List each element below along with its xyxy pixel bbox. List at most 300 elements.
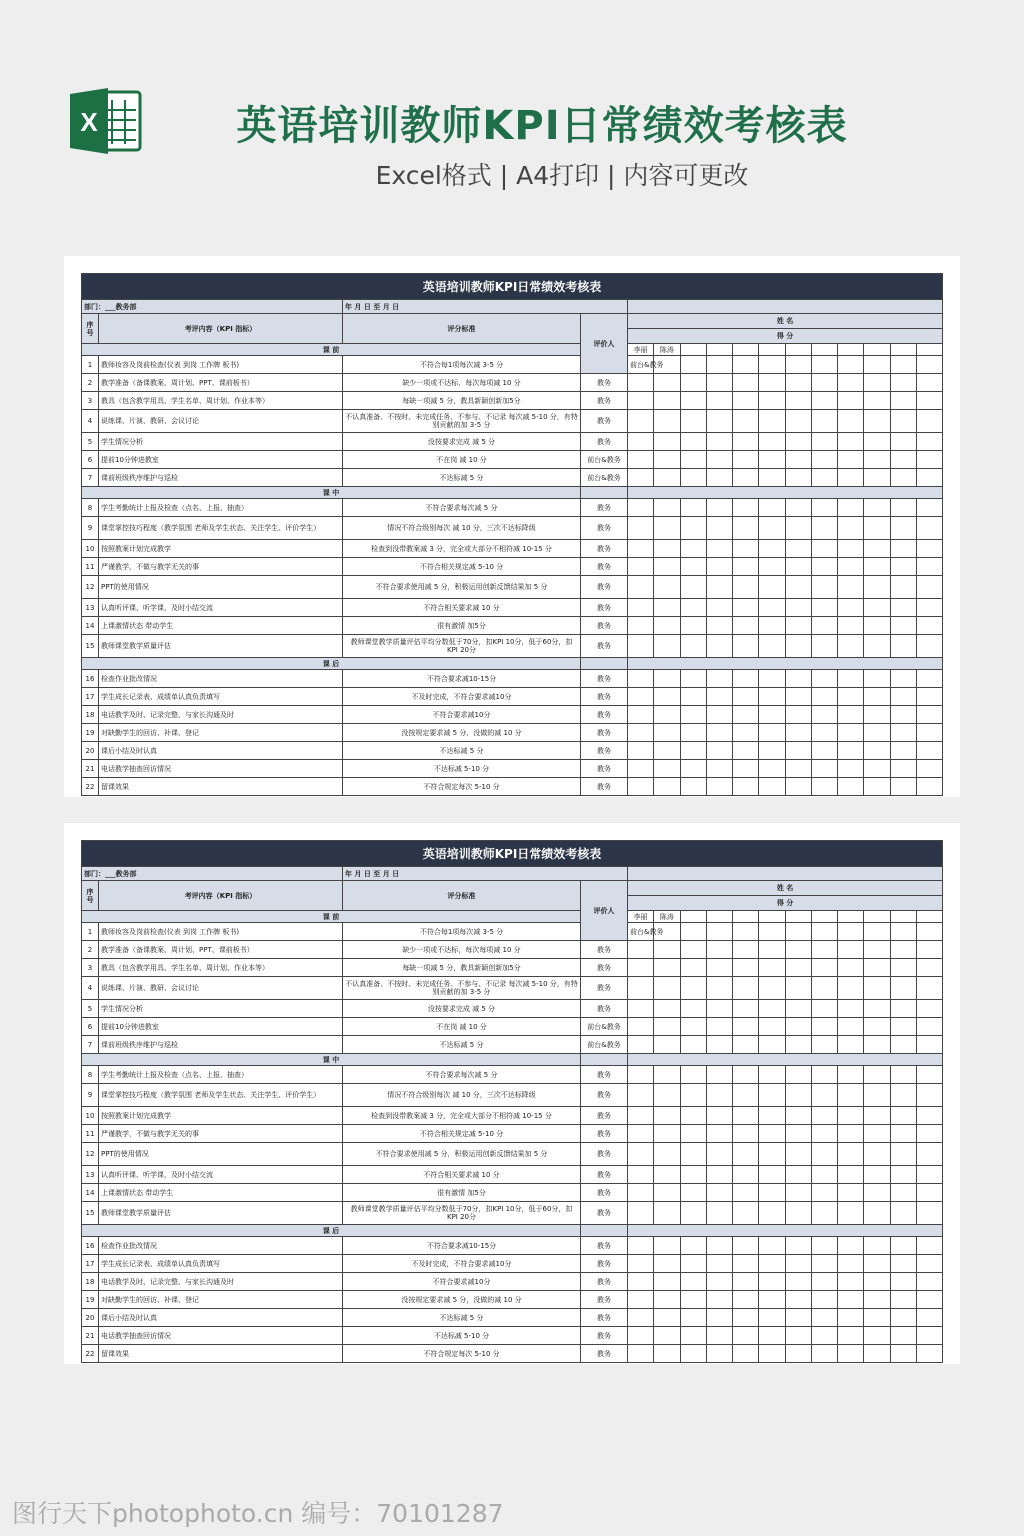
score-cell [733, 1255, 759, 1273]
kpi-standard: 不认真准备、不按时、未完成任务、不参与、不记录 每次减 5-10 分，有特别贡献的加 3-5 分 [343, 410, 581, 433]
score-cell [706, 517, 732, 540]
table-row [82, 941, 943, 959]
score-cell [811, 760, 837, 778]
employee-name [759, 911, 785, 923]
table-cell [628, 300, 943, 314]
evaluator: 教务 [581, 392, 628, 410]
score-cell [680, 517, 706, 540]
evaluator: 教务 [581, 1202, 628, 1225]
page-subtitle: Excel格式 | A4打印 | 内容可更改 [375, 161, 749, 190]
score-cell [890, 1202, 916, 1225]
score-cell [628, 576, 654, 599]
section-label: 课 中 [82, 487, 581, 499]
score-cell [706, 1327, 732, 1345]
score-cell [628, 617, 654, 635]
kpi-table [81, 840, 943, 1363]
kpi-content: 留课效果 [99, 778, 343, 796]
row-number: 21 [82, 1327, 99, 1345]
score-cell [864, 670, 890, 688]
score-cell [706, 1036, 732, 1054]
score-cell [785, 433, 811, 451]
table-row [82, 410, 943, 433]
score-cell [864, 1125, 890, 1143]
score-cell [864, 760, 890, 778]
score-cell [733, 599, 759, 617]
score-cell [733, 1125, 759, 1143]
score-cell [890, 1273, 916, 1291]
score-cell [759, 959, 785, 977]
row-number: 22 [82, 1345, 99, 1363]
table-row [82, 1018, 943, 1036]
kpi-content: 按照教案计划完成教学 [99, 540, 343, 558]
score-cell [733, 1202, 759, 1225]
score-cell [838, 433, 864, 451]
table-row [82, 977, 943, 1000]
score-cell [811, 724, 837, 742]
score-cell [785, 558, 811, 576]
kpi-standard: 缺少一项或不达标，每次每项减 10 分 [343, 941, 581, 959]
score-cell [706, 635, 732, 658]
score-cell [785, 1036, 811, 1054]
col-header-evaluator: 评价人 [581, 314, 628, 374]
kpi-standard: 不符合要求减10-15分 [343, 1237, 581, 1255]
kpi-standard: 不达标减 5-10 分 [343, 760, 581, 778]
score-cell [864, 1273, 890, 1291]
score-cell [785, 1018, 811, 1036]
kpi-standard: 没按规定要求减 5 分，没做的减 10 分 [343, 724, 581, 742]
kpi-standard: 不符合要求每次减 5 分 [343, 499, 581, 517]
score-cell [811, 1202, 837, 1225]
score-cell [654, 941, 680, 959]
kpi-content: 对缺勤学生的回访、补课、登记 [99, 1291, 343, 1309]
score-cell [628, 1125, 654, 1143]
score-cell [706, 1291, 732, 1309]
evaluator: 教务 [581, 688, 628, 706]
score-cell [759, 1202, 785, 1225]
kpi-content: 按照教案计划完成教学 [99, 1107, 343, 1125]
score-cell [916, 1255, 942, 1273]
table-row [82, 469, 943, 487]
employee-name [916, 344, 942, 356]
score-cell [811, 1327, 837, 1345]
score-cell [628, 1166, 654, 1184]
score-cell [759, 1237, 785, 1255]
score-cell [706, 374, 732, 392]
score-cell [706, 1125, 732, 1143]
score-cell [916, 688, 942, 706]
score-cell [706, 1018, 732, 1036]
kpi-standard: 情况不符合级别每次 减 10 分，三次不达标降级 [343, 1084, 581, 1107]
score-cell [654, 760, 680, 778]
evaluator: 前台&教务 [628, 356, 654, 374]
score-cell [759, 1084, 785, 1107]
score-cell [811, 1184, 837, 1202]
score-cell [916, 392, 942, 410]
row-number: 3 [82, 959, 99, 977]
score-cell [680, 706, 706, 724]
score-cell [838, 959, 864, 977]
score-cell [785, 742, 811, 760]
evaluator: 教务 [581, 1255, 628, 1273]
score-cell [654, 1237, 680, 1255]
row-number: 2 [82, 941, 99, 959]
score-cell [680, 923, 706, 941]
employee-name [890, 911, 916, 923]
score-cell [680, 1309, 706, 1327]
table-cell [581, 1225, 628, 1237]
score-cell [654, 1018, 680, 1036]
col-header-standard: 评分标准 [343, 881, 581, 911]
score-cell [864, 959, 890, 977]
score-cell [680, 451, 706, 469]
score-cell [628, 688, 654, 706]
score-cell [733, 356, 759, 374]
score-cell [680, 1125, 706, 1143]
score-cell [838, 1184, 864, 1202]
score-cell [759, 374, 785, 392]
score-cell [628, 1000, 654, 1018]
row-number: 17 [82, 1255, 99, 1273]
table-cell [628, 867, 943, 881]
score-cell [890, 1036, 916, 1054]
score-cell [838, 1345, 864, 1363]
row-number: 20 [82, 742, 99, 760]
score-cell [864, 499, 890, 517]
score-cell [733, 576, 759, 599]
score-cell [785, 1125, 811, 1143]
kpi-content: 提前10分钟进教室 [99, 1018, 343, 1036]
score-cell [811, 540, 837, 558]
score-cell [916, 706, 942, 724]
score-cell [916, 558, 942, 576]
score-cell [706, 433, 732, 451]
score-cell [864, 1000, 890, 1018]
score-cell [916, 778, 942, 796]
score-cell [864, 1166, 890, 1184]
score-cell [811, 617, 837, 635]
score-cell [811, 1273, 837, 1291]
score-cell [680, 1255, 706, 1273]
table-row [82, 617, 943, 635]
evaluator: 教务 [581, 617, 628, 635]
section-label: 课 中 [82, 1054, 581, 1066]
score-cell [706, 576, 732, 599]
score-cell [916, 517, 942, 540]
kpi-content: PPT的使用情况 [99, 1143, 343, 1166]
score-cell [759, 1107, 785, 1125]
employee-name [785, 344, 811, 356]
score-cell [733, 977, 759, 1000]
kpi-content: 教师课堂教学质量评估 [99, 635, 343, 658]
kpi-standard: 不在岗 减 10 分 [343, 451, 581, 469]
evaluator: 教务 [581, 1143, 628, 1166]
score-cell [890, 778, 916, 796]
score-cell [680, 941, 706, 959]
kpi-content: 学生成长记录表、成绩单认真负责填写 [99, 688, 343, 706]
score-cell [628, 558, 654, 576]
col-header-evaluator: 评价人 [581, 881, 628, 941]
kpi-content: 严谨教学，不做与教学无关的事 [99, 558, 343, 576]
score-cell [916, 599, 942, 617]
kpi-content: 留课效果 [99, 1345, 343, 1363]
score-cell [785, 356, 811, 374]
employee-name [785, 911, 811, 923]
score-cell [680, 1000, 706, 1018]
employee-name [706, 911, 732, 923]
score-cell [785, 1309, 811, 1327]
score-cell [680, 356, 706, 374]
score-cell [759, 688, 785, 706]
table-row [82, 1143, 943, 1166]
score-cell [733, 392, 759, 410]
row-number: 20 [82, 1309, 99, 1327]
table-row [82, 670, 943, 688]
score-cell [733, 1237, 759, 1255]
score-cell [654, 1309, 680, 1327]
score-cell [838, 1291, 864, 1309]
score-cell [864, 941, 890, 959]
score-cell [864, 1036, 890, 1054]
score-cell [628, 1345, 654, 1363]
employee-name [733, 344, 759, 356]
score-cell [785, 706, 811, 724]
score-cell [759, 576, 785, 599]
score-cell [838, 1018, 864, 1036]
score-cell [759, 670, 785, 688]
score-cell [916, 1184, 942, 1202]
table-row [82, 1036, 943, 1054]
score-cell [706, 1202, 732, 1225]
score-cell [811, 469, 837, 487]
kpi-content: 课前班级秩序维护与巡检 [99, 469, 343, 487]
score-cell [785, 1066, 811, 1084]
score-cell [785, 1327, 811, 1345]
employee-name [706, 344, 732, 356]
table-row [82, 724, 943, 742]
row-number: 2 [82, 374, 99, 392]
kpi-content: 课堂掌控技巧程度（教学氛围 老师及学生状态、关注学生、评价学生） [99, 1084, 343, 1107]
score-cell [706, 1143, 732, 1166]
score-cell [838, 576, 864, 599]
score-cell [864, 1143, 890, 1166]
employee-name [680, 344, 706, 356]
score-cell [680, 1345, 706, 1363]
score-cell [680, 1066, 706, 1084]
score-cell [864, 1309, 890, 1327]
row-number: 17 [82, 688, 99, 706]
score-cell [654, 724, 680, 742]
kpi-content: 电话教学抽查回访情况 [99, 760, 343, 778]
score-cell [916, 1000, 942, 1018]
score-cell [733, 1066, 759, 1084]
score-cell [864, 1066, 890, 1084]
score-cell [811, 517, 837, 540]
table-row [82, 558, 943, 576]
table-row [82, 499, 943, 517]
sheet-preview-1 [64, 256, 960, 797]
section-label: 课 前 [82, 344, 581, 356]
score-cell [706, 742, 732, 760]
score-cell [811, 1018, 837, 1036]
score-cell [680, 599, 706, 617]
score-cell [706, 499, 732, 517]
score-cell [785, 670, 811, 688]
score-cell [890, 1309, 916, 1327]
col-header-content: 考评内容（KPI 指标） [99, 314, 343, 344]
score-cell [864, 1255, 890, 1273]
score-cell [733, 635, 759, 658]
kpi-standard: 不符合要求减10-15分 [343, 670, 581, 688]
score-cell [916, 356, 942, 374]
score-cell [706, 1000, 732, 1018]
score-cell [759, 760, 785, 778]
score-cell [759, 540, 785, 558]
evaluator: 教务 [581, 410, 628, 433]
kpi-standard: 没按要求完成 减 5 分 [343, 433, 581, 451]
evaluator: 教务 [581, 1066, 628, 1084]
score-cell [811, 356, 837, 374]
score-cell [811, 742, 837, 760]
evaluator: 教务 [581, 1084, 628, 1107]
table-cell [581, 658, 628, 670]
evaluator: 教务 [581, 1107, 628, 1125]
score-cell [916, 1309, 942, 1327]
employee-name: 李丽 [628, 344, 654, 356]
score-cell [733, 688, 759, 706]
score-cell [811, 558, 837, 576]
table-cell [581, 487, 628, 499]
score-cell [628, 1202, 654, 1225]
kpi-content: 认真听评课、听学课，及时小结交流 [99, 1166, 343, 1184]
table-row [82, 1255, 943, 1273]
score-cell [706, 1166, 732, 1184]
score-cell [654, 977, 680, 1000]
score-cell [706, 959, 732, 977]
score-cell [864, 433, 890, 451]
kpi-content: 学生情况分析 [99, 433, 343, 451]
score-cell [759, 778, 785, 796]
score-cell [680, 374, 706, 392]
score-cell [733, 517, 759, 540]
kpi-standard: 不符合规定每次 5-10 分 [343, 1345, 581, 1363]
score-cell [811, 1345, 837, 1363]
score-cell [811, 451, 837, 469]
kpi-content: 学生情况分析 [99, 1000, 343, 1018]
employee-name [890, 344, 916, 356]
score-cell [654, 1107, 680, 1125]
score-cell [811, 706, 837, 724]
employee-name: 陈涛 [654, 911, 680, 923]
row-number: 11 [82, 1125, 99, 1143]
score-cell [680, 1237, 706, 1255]
score-cell [759, 1000, 785, 1018]
col-header-content: 考评内容（KPI 指标） [99, 881, 343, 911]
score-cell [864, 1018, 890, 1036]
kpi-content: 教学准备（备课教案、周计划、PPT、课前板书） [99, 374, 343, 392]
score-cell [916, 1036, 942, 1054]
row-number: 6 [82, 451, 99, 469]
row-number: 18 [82, 1273, 99, 1291]
kpi-content: 学生考勤统计上报及检查（点名、上报、抽查） [99, 499, 343, 517]
score-cell [838, 599, 864, 617]
evaluator: 教务 [581, 1166, 628, 1184]
score-cell [838, 1036, 864, 1054]
score-cell [838, 724, 864, 742]
score-cell [864, 1084, 890, 1107]
score-cell [916, 1084, 942, 1107]
table-row [82, 517, 943, 540]
kpi-content: 学生成长记录表、成绩单认真负责填写 [99, 1255, 343, 1273]
score-cell [628, 1327, 654, 1345]
col-header-seq: 序号 [82, 881, 99, 911]
kpi-content: 学生考勤统计上报及检查（点名、上报、抽查） [99, 1066, 343, 1084]
kpi-standard: 不达标减 5 分 [343, 742, 581, 760]
score-cell [680, 1084, 706, 1107]
score-cell [628, 706, 654, 724]
score-cell [838, 374, 864, 392]
employee-name [811, 911, 837, 923]
evaluator: 教务 [581, 977, 628, 1000]
score-cell [628, 469, 654, 487]
row-number: 21 [82, 760, 99, 778]
score-cell [733, 670, 759, 688]
score-cell [654, 742, 680, 760]
score-cell [654, 670, 680, 688]
score-cell [733, 617, 759, 635]
date-range-label: 年 月 日 至 月 日 [343, 867, 628, 881]
score-cell [864, 778, 890, 796]
score-cell [654, 1084, 680, 1107]
score-cell [811, 410, 837, 433]
kpi-standard: 不达标减 5 分 [343, 469, 581, 487]
score-cell [811, 1255, 837, 1273]
score-cell [654, 1345, 680, 1363]
table-row [82, 356, 943, 374]
table-row [82, 1000, 943, 1018]
score-cell [759, 1309, 785, 1327]
score-cell [864, 410, 890, 433]
score-cell [890, 1166, 916, 1184]
score-cell [680, 724, 706, 742]
score-cell [916, 760, 942, 778]
score-cell [838, 923, 864, 941]
kpi-standard: 每缺一项减 5 分，教具新颖创新加5分 [343, 392, 581, 410]
kpi-content: 教师妆容及岗前检查(仪表 到岗 工作牌 板书) [99, 356, 343, 374]
score-cell [785, 1345, 811, 1363]
score-cell [680, 742, 706, 760]
evaluator: 教务 [581, 706, 628, 724]
row-number: 16 [82, 670, 99, 688]
score-cell [811, 1309, 837, 1327]
row-number: 19 [82, 724, 99, 742]
score-cell [706, 410, 732, 433]
score-cell [864, 1291, 890, 1309]
score-cell [916, 617, 942, 635]
score-cell [654, 469, 680, 487]
evaluator: 教务 [581, 778, 628, 796]
score-cell [733, 778, 759, 796]
table-row [82, 374, 943, 392]
kpi-standard: 不在岗 减 10 分 [343, 1018, 581, 1036]
table-row [82, 760, 943, 778]
score-cell [706, 977, 732, 1000]
employee-name [811, 344, 837, 356]
score-cell [628, 1184, 654, 1202]
score-cell [785, 1237, 811, 1255]
score-cell [811, 959, 837, 977]
score-cell [759, 1143, 785, 1166]
score-cell [706, 941, 732, 959]
